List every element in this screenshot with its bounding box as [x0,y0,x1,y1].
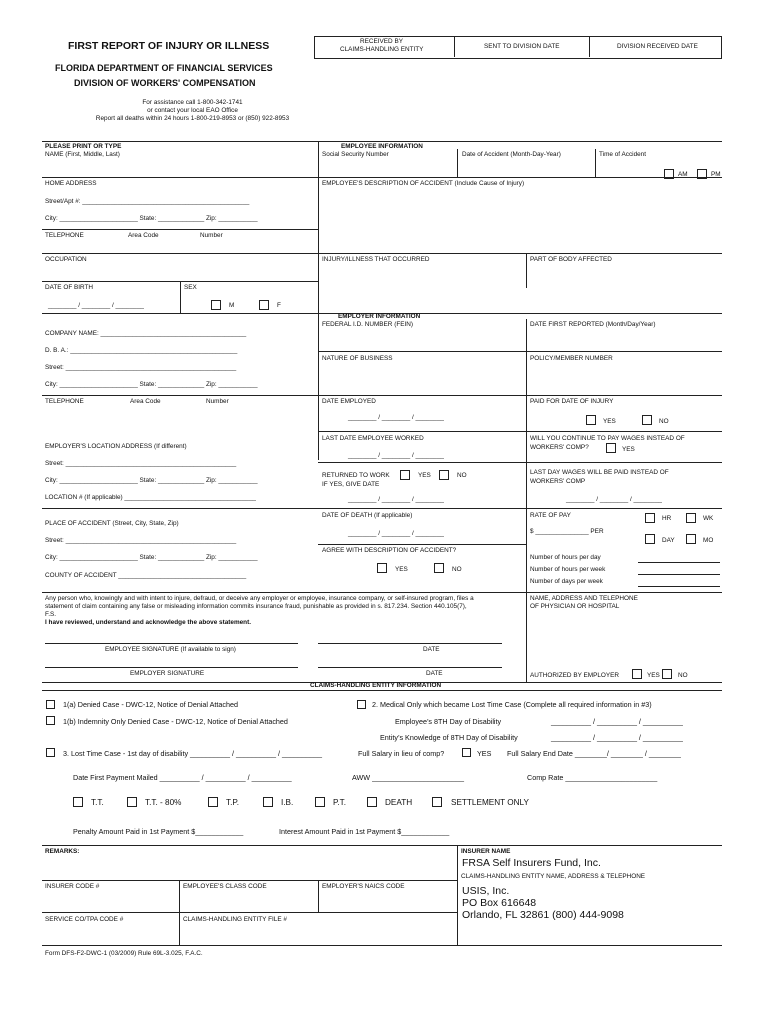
paid-yes-checkbox[interactable] [586,415,596,425]
tp-checkbox[interactable] [208,797,218,807]
last-day-wages-field[interactable]: ________ / ________ / ________ [566,496,662,503]
authorized-no-label: NO [678,672,688,679]
pt-checkbox[interactable] [315,797,325,807]
am-label: AM [678,171,688,178]
claims-section-heading: CLAIMS-HANDLING ENTITY INFORMATION [310,682,442,689]
days-per-week-label: Number of days per week [530,578,603,585]
print-or-type: PLEASE PRINT OR TYPE [45,143,122,150]
assist-line-3: Report all deaths within 24 hours 1-800-219-8953 or (850) 922-8953 [95,115,290,122]
penalty-amount-field[interactable]: Penalty Amount Paid in 1st Payment $____________ [73,827,244,836]
returned-date-field[interactable]: ________ / ________ / ________ [348,496,444,503]
place-of-accident-label: PLACE OF ACCIDENT (Street, City, State, Zip) [45,520,179,527]
employee-number-label: Number [200,232,223,239]
first-payment-field[interactable]: Date First Payment Mailed __________ / __________ / __________ [73,773,292,782]
nature-of-business-label: NATURE OF BUSINESS [322,355,393,362]
full-salary-yes-checkbox[interactable] [462,748,471,757]
injury-illness-label: INJURY/ILLNESS THAT OCCURRED [322,256,430,263]
sex-female-checkbox[interactable] [259,300,269,310]
received-by-label: RECEIVED BY [360,38,403,45]
rate-mo-label: MO [703,537,714,544]
returned-yes-label: YES [418,472,431,479]
date-employed-label: DATE EMPLOYED [322,398,376,405]
sex-female-label: F [277,302,281,309]
death-label: DEATH [385,798,413,807]
settlement-label: SETTLEMENT ONLY [451,798,529,807]
aww-field[interactable]: AWW _______________________ [352,773,465,782]
claims-entity-label: CLAIMS-HANDLING ENTITY [340,46,424,53]
medical-only-checkbox[interactable] [357,700,366,709]
last-day-wages-label-1: LAST DAY WAGES WILL BE PAID INSTEAD OF [530,469,669,476]
body-part-label: PART OF BODY AFFECTED [530,256,612,263]
acknowledge-statement: I have reviewed, understand and acknowledge the above statement. [45,619,251,626]
employer-sig-date-label: DATE [426,670,443,677]
returned-yes-checkbox[interactable] [400,470,410,480]
full-salary-yes-label: YES [477,749,492,758]
pt-label: P.T. [333,798,347,807]
accident-street-field[interactable]: Street: ________________________________________________ [45,537,237,544]
che-line-1: USIS, Inc. [462,885,510,897]
returned-no-label: NO [457,472,467,479]
accident-city-field[interactable]: City: ______________________ State: _____________ Zip: ___________ [45,554,258,561]
employee-name-label: NAME (First, Middle, Last) [45,151,120,158]
rate-of-pay-label: RATE OF PAY [530,512,571,519]
last-date-worked-field[interactable]: ________ / ________ / ________ [348,452,444,459]
class-code-label: EMPLOYEE'S CLASS CODE [183,883,267,890]
date-of-death-label: DATE OF DEATH (If applicable) [322,512,413,519]
authorized-yes-label: YES [647,672,660,679]
tt-label: T.T. [91,798,104,807]
remarks-label: REMARKS: [45,848,80,855]
employee-sig-date-label: DATE [423,646,440,653]
continue-pay-yes-checkbox[interactable] [606,443,616,453]
sex-label: SEX [184,284,197,291]
dob-label: DATE OF BIRTH [45,284,94,291]
lost-time-field[interactable]: 3. Lost Time Case - 1st day of disability __________ / __________ / __________ [63,749,322,758]
hours-per-day-label: Number of hours per day [530,554,601,561]
entity-knowledge-label: Entity’s Knowledge of 8TH Day of Disability [380,733,518,742]
naics-code-label: EMPLOYER'S NAICS CODE [322,883,405,890]
date-first-reported-label: DATE FIRST REPORTED (Month/Day/Year) [530,321,656,328]
ib-checkbox[interactable] [263,797,273,807]
settlement-checkbox[interactable] [432,797,442,807]
authorized-yes-checkbox[interactable] [632,669,642,679]
employer-signature-label: EMPLOYER SIGNATURE [130,670,205,677]
che-line-2: PO Box 616648 [462,897,537,909]
rate-mo-checkbox[interactable] [686,534,696,544]
employer-info-heading: EMPLOYER INFORMATION [338,313,421,320]
date-of-death-field[interactable]: ________ / ________ / ________ [348,530,444,537]
death-checkbox[interactable] [367,797,377,807]
form-id: Form DFS-F2-DWC-1 (03/2009) Rule 69L-3.025, F.A.C. [45,950,203,957]
paid-no-checkbox[interactable] [642,415,652,425]
rate-day-checkbox[interactable] [645,534,655,544]
dept-name: FLORIDA DEPARTMENT OF FINANCIAL SERVICES [55,63,273,73]
agree-yes-label: YES [395,566,408,573]
tt80-checkbox[interactable] [127,797,137,807]
continue-pay-label-2: WORKERS' COMP? [530,444,589,451]
employer-city-field[interactable]: City: ______________________ State: _____________ Zip: ___________ [45,381,258,388]
denied-case-checkbox[interactable] [46,700,55,709]
home-address-label: HOME ADDRESS [45,180,97,187]
fraud-statement-2: statement of claim containing any false or misleading information commits insurance fraud, punishable as provided in s. 817.234. Section 440.105(7), [45,603,467,610]
returned-no-checkbox[interactable] [439,470,449,480]
paid-for-injury-date-label: PAID FOR DATE OF INJURY [530,398,614,405]
home-street-field[interactable]: Street/Apt #: _______________________________________________ [45,198,250,205]
rate-wk-checkbox[interactable] [686,513,696,523]
comp-rate-field[interactable]: Comp Rate _______________________ [527,773,658,782]
service-code-label: SERVICE CO/TPA CODE # [45,916,124,923]
paid-yes-label: YES [603,418,616,425]
rate-wk-label: WK [703,515,714,522]
dba-field[interactable]: D. B. A.: _______________________________________________ [45,347,238,354]
fein-label: FEDERAL I.D. NUMBER (FEIN) [322,321,414,328]
full-salary-end-field[interactable]: Full Salary End Date ________/ ________ / ________ [507,749,681,758]
time-of-accident-label: Time of Accident [599,151,647,158]
continue-pay-label-1: WILL YOU CONTINUE TO PAY WAGES INSTEAD OF [530,435,685,442]
denied-case-label: 1(a) Denied Case - DWC-12, Notice of Denial Attached [63,700,238,709]
employee-info-heading: EMPLOYEE INFORMATION [341,143,423,150]
che-name-label: CLAIMS-HANDLING ENTITY NAME, ADDRESS & TELEPHONE [461,873,646,880]
location-number-field[interactable]: LOCATION # (If applicable) _____________________________________ [45,494,256,501]
physician-label-2: OF PHYSICIAN OR HOSPITAL [530,603,620,610]
employer-telephone-label: TELEPHONE [45,398,84,405]
assist-line-2: or contact your local EAO Office [147,107,238,114]
tp-label: T.P. [226,798,240,807]
occupation-label: OCCUPATION [45,256,87,263]
fraud-statement-1: Any person who, knowingly and with intent to injure, defraud, or deceive any employer or employee, insurance company, or self-insured program, files a [45,595,474,602]
indemnity-denied-checkbox[interactable] [46,716,55,725]
employer-number-label: Number [206,398,229,405]
interest-amount-field[interactable]: Interest Amount Paid in 1st Payment $____________ [279,827,450,836]
dob-field[interactable]: ________ / ________ / ________ [48,302,144,309]
employee-area-code-label: Area Code [128,232,159,239]
last-day-wages-label-2: WORKERS' COMP [530,478,586,485]
indemnity-denied-label: 1(b) Indemnity Only Denied Case - DWC-12, Notice of Denial Attached [63,717,288,726]
insurer-name-value: FRSA Self Insurers Fund, Inc. [462,857,601,869]
rate-day-label: DAY [662,537,675,544]
employer-street-field[interactable]: Street: ________________________________________________ [45,364,237,371]
location-city-field[interactable]: City: ______________________ State: _____________ Zip: ___________ [45,477,258,484]
last-date-worked-label: LAST DATE EMPLOYEE WORKED [322,435,424,442]
insurer-code-label: INSURER CODE # [45,883,100,890]
continue-pay-yes-label: YES [622,446,635,453]
tt80-label: T.T. - 80% [145,798,182,807]
form-title: FIRST REPORT OF INJURY OR ILLNESS [68,40,270,52]
location-address-label: EMPLOYER'S LOCATION ADDRESS (If different) [45,443,187,450]
returned-to-work-label: RETURNED TO WORK [322,472,390,479]
home-city-field[interactable]: City: ______________________ State: _____________ Zip: ___________ [45,215,258,222]
if-yes-date-label: IF YES, GIVE DATE [322,481,380,488]
authorized-by-employer-label: AUTHORIZED BY EMPLOYER [530,672,620,679]
employer-area-code-label: Area Code [130,398,161,405]
full-salary-label: Full Salary in lieu of comp? [358,749,445,758]
policy-number-label: POLICY/MEMBER NUMBER [530,355,613,362]
agree-no-label: NO [452,566,462,573]
assist-line-1: For assistance call 1-800-342-1741 [142,99,243,106]
employee-8th-day-field[interactable]: __________ / __________ / __________ [551,717,683,726]
division-received-label: DIVISION RECEIVED DATE [617,43,698,50]
sex-male-label: M [229,302,235,309]
accident-description-label: EMPLOYEE'S DESCRIPTION OF ACCIDENT (Include Cause of Injury) [322,180,525,187]
employee-8th-day-label: Employee’s 8TH Day of Disability [395,717,502,726]
agree-yes-checkbox[interactable] [377,563,387,573]
rate-per-field[interactable]: $ _______________ PER [530,528,604,535]
hours-per-week-label: Number of hours per week [530,566,606,573]
lost-time-checkbox[interactable] [46,748,55,757]
sex-male-checkbox[interactable] [211,300,221,310]
location-street-field[interactable]: Street: ________________________________________________ [45,460,237,467]
rate-hr-checkbox[interactable] [645,513,655,523]
insurer-name-label: INSURER NAME [461,848,511,855]
che-line-3: Orlando, FL 32861 (800) 444-9098 [462,909,624,921]
authorized-no-checkbox[interactable] [662,669,672,679]
physician-label-1: NAME, ADDRESS AND TELEPHONE [530,595,638,602]
sent-to-division-label: SENT TO DIVISION DATE [484,43,560,50]
county-field[interactable]: COUNTY OF ACCIDENT ____________________________________ [45,572,247,579]
agree-no-checkbox[interactable] [434,563,444,573]
tt-checkbox[interactable] [73,797,83,807]
paid-no-label: NO [659,418,669,425]
ib-label: I.B. [281,798,294,807]
rate-hr-label: HR [662,515,672,522]
entity-knowledge-field[interactable]: __________ / __________ / __________ [551,733,683,742]
ssn-label: Social Security Number [322,151,389,158]
employee-signature-label: EMPLOYEE SIGNATURE (If available to sign) [105,646,236,653]
pm-label: PM [711,171,721,178]
fraud-statement-3: F.S. [45,611,57,618]
division-name: DIVISION OF WORKERS' COMPENSATION [74,78,256,88]
che-file-label: CLAIMS-HANDLING ENTITY FILE # [183,916,287,923]
date-employed-field[interactable]: ________ / ________ / ________ [348,414,444,421]
employee-telephone-label: TELEPHONE [45,232,84,239]
agree-description-label: AGREE WITH DESCRIPTION OF ACCIDENT? [322,547,457,554]
date-of-accident-label: Date of Accident (Month-Day-Year) [462,151,561,158]
medical-only-label: 2. Medical Only which became Lost Time Case (Complete all required information in #3) [372,700,652,709]
company-name-field[interactable]: COMPANY NAME: _________________________________________ [45,330,247,337]
